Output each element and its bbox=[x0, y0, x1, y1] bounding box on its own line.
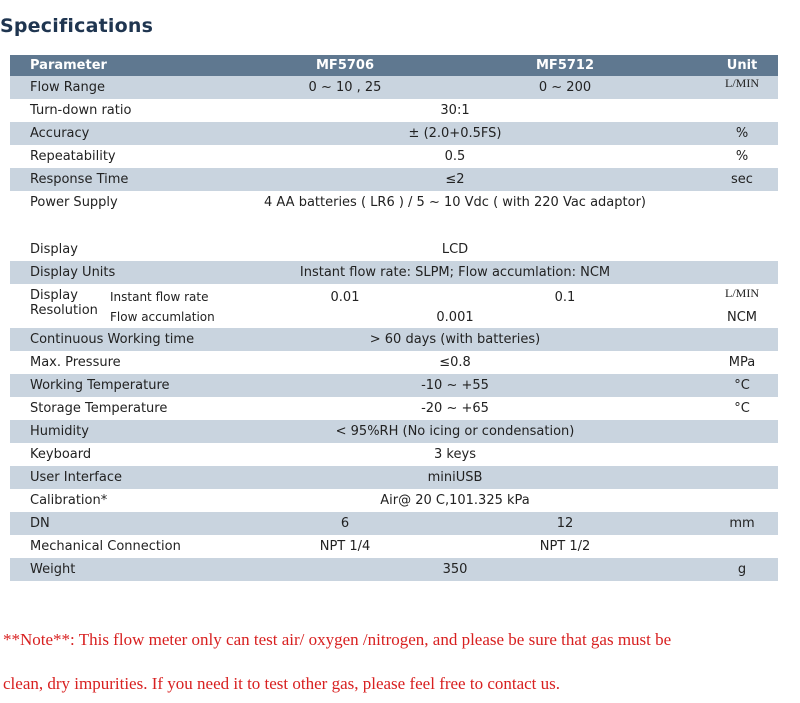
row-value: > 60 days (with batteries) bbox=[369, 332, 541, 347]
table-row bbox=[10, 76, 778, 99]
resolution-value-mf5712: 0.1 bbox=[554, 290, 576, 305]
row-value: 4 AA batteries ( LR6 ) / 5 ~ 10 Vdc ( with 220 Vac adaptor) bbox=[264, 195, 646, 210]
row-value: ≤0.8 bbox=[439, 355, 471, 370]
table-row bbox=[10, 261, 778, 284]
row-value: Air@ 20 C,101.325 kPa bbox=[380, 493, 530, 508]
header-mf5712: MF5712 bbox=[536, 58, 594, 73]
resolution-param-line1: Display bbox=[30, 288, 78, 303]
row-value-mf5706: 0 ~ 10 , 25 bbox=[308, 80, 382, 95]
resolution-param-line2: Resolution bbox=[30, 303, 98, 318]
row-unit: L/MIN bbox=[725, 76, 759, 90]
resolution-sub-instant: Instant flow rate bbox=[110, 290, 209, 304]
row-param: User Interface bbox=[30, 470, 122, 485]
row-param: Humidity bbox=[30, 424, 89, 439]
table-spacer bbox=[10, 214, 778, 238]
page-title: Specifications bbox=[0, 15, 154, 37]
table-row bbox=[10, 122, 778, 145]
row-unit: MPa bbox=[728, 355, 756, 370]
row-value: 350 bbox=[442, 562, 468, 577]
row-value: 3 keys bbox=[434, 447, 476, 462]
row-value-mf5712: 0 ~ 200 bbox=[538, 80, 592, 95]
header-mf5706: MF5706 bbox=[316, 58, 374, 73]
row-param: Flow Range bbox=[30, 80, 106, 95]
row-unit: mm bbox=[729, 516, 755, 531]
display-resolution-row bbox=[10, 284, 778, 328]
row-param: Working Temperature bbox=[30, 378, 170, 393]
table-row bbox=[10, 351, 778, 374]
row-param: DN bbox=[30, 516, 50, 531]
row-param: Continuous Working time bbox=[30, 332, 195, 347]
table-row bbox=[10, 535, 778, 558]
row-unit: °C bbox=[734, 378, 750, 393]
row-unit: % bbox=[735, 149, 749, 164]
table-row bbox=[10, 99, 778, 122]
row-value-mf5706: 6 bbox=[340, 516, 350, 531]
resolution-value-accumulation: 0.001 bbox=[436, 310, 474, 325]
row-param: Repeatability bbox=[30, 149, 116, 164]
resolution-unit1: L/MIN bbox=[725, 286, 759, 300]
row-value: ± (2.0+0.5FS) bbox=[408, 126, 502, 141]
row-param: Response Time bbox=[30, 172, 129, 187]
row-param: Turn-down ratio bbox=[30, 103, 132, 118]
row-unit: % bbox=[735, 126, 749, 141]
table-row bbox=[10, 466, 778, 489]
table-row bbox=[10, 238, 778, 261]
table-row bbox=[10, 397, 778, 420]
resolution-value-mf5706: 0.01 bbox=[330, 290, 360, 305]
row-value-mf5712: 12 bbox=[556, 516, 574, 531]
row-param: Calibration* bbox=[30, 493, 108, 508]
row-value: ≤2 bbox=[445, 172, 465, 187]
row-param: Storage Temperature bbox=[30, 401, 168, 416]
row-value: miniUSB bbox=[427, 470, 483, 485]
row-value: 30:1 bbox=[440, 103, 470, 118]
row-param: Keyboard bbox=[30, 447, 92, 462]
table-row bbox=[10, 374, 778, 397]
header-unit: Unit bbox=[726, 58, 758, 73]
table-row bbox=[10, 558, 778, 581]
resolution-unit2: NCM bbox=[726, 310, 758, 325]
row-unit: sec bbox=[731, 172, 753, 187]
row-unit: °C bbox=[734, 401, 750, 416]
table-row bbox=[10, 191, 778, 214]
table-row bbox=[10, 443, 778, 466]
note-line-1: **Note**: This flow meter only can test air/ oxygen /nitrogen, and please be sure that gas must be bbox=[3, 630, 672, 649]
row-value: -10 ~ +55 bbox=[421, 378, 489, 393]
row-value-mf5706: NPT 1/4 bbox=[319, 539, 371, 554]
row-param: Accuracy bbox=[30, 126, 90, 141]
row-param: Max. Pressure bbox=[30, 355, 121, 370]
row-unit: g bbox=[737, 562, 747, 577]
table-row bbox=[10, 145, 778, 168]
table-row bbox=[10, 328, 778, 351]
row-value: Instant flow rate: SLPM; Flow accumlation: NCM bbox=[299, 265, 611, 280]
row-param: Power Supply bbox=[30, 195, 118, 210]
table-row bbox=[10, 489, 778, 512]
header-parameter: Parameter bbox=[30, 58, 107, 73]
row-param: Mechanical Connection bbox=[30, 539, 181, 554]
resolution-sub-accumulation: Flow accumlation bbox=[110, 310, 215, 324]
row-value: < 95%RH (No icing or condensation) bbox=[335, 424, 575, 439]
table-row bbox=[10, 420, 778, 443]
row-value: -20 ~ +65 bbox=[421, 401, 489, 416]
row-param: Weight bbox=[30, 562, 76, 577]
note-line-2: clean, dry impurities. If you need it to test other gas, please feel free to contact us. bbox=[3, 674, 561, 693]
row-value: 0.5 bbox=[444, 149, 466, 164]
table-row bbox=[10, 168, 778, 191]
row-value-mf5712: NPT 1/2 bbox=[539, 539, 591, 554]
table-header bbox=[10, 55, 778, 76]
specifications-table bbox=[10, 55, 778, 581]
row-param: Display Units bbox=[30, 265, 116, 280]
row-param: Display bbox=[30, 242, 78, 257]
table-row bbox=[10, 512, 778, 535]
row-value: LCD bbox=[441, 242, 469, 257]
